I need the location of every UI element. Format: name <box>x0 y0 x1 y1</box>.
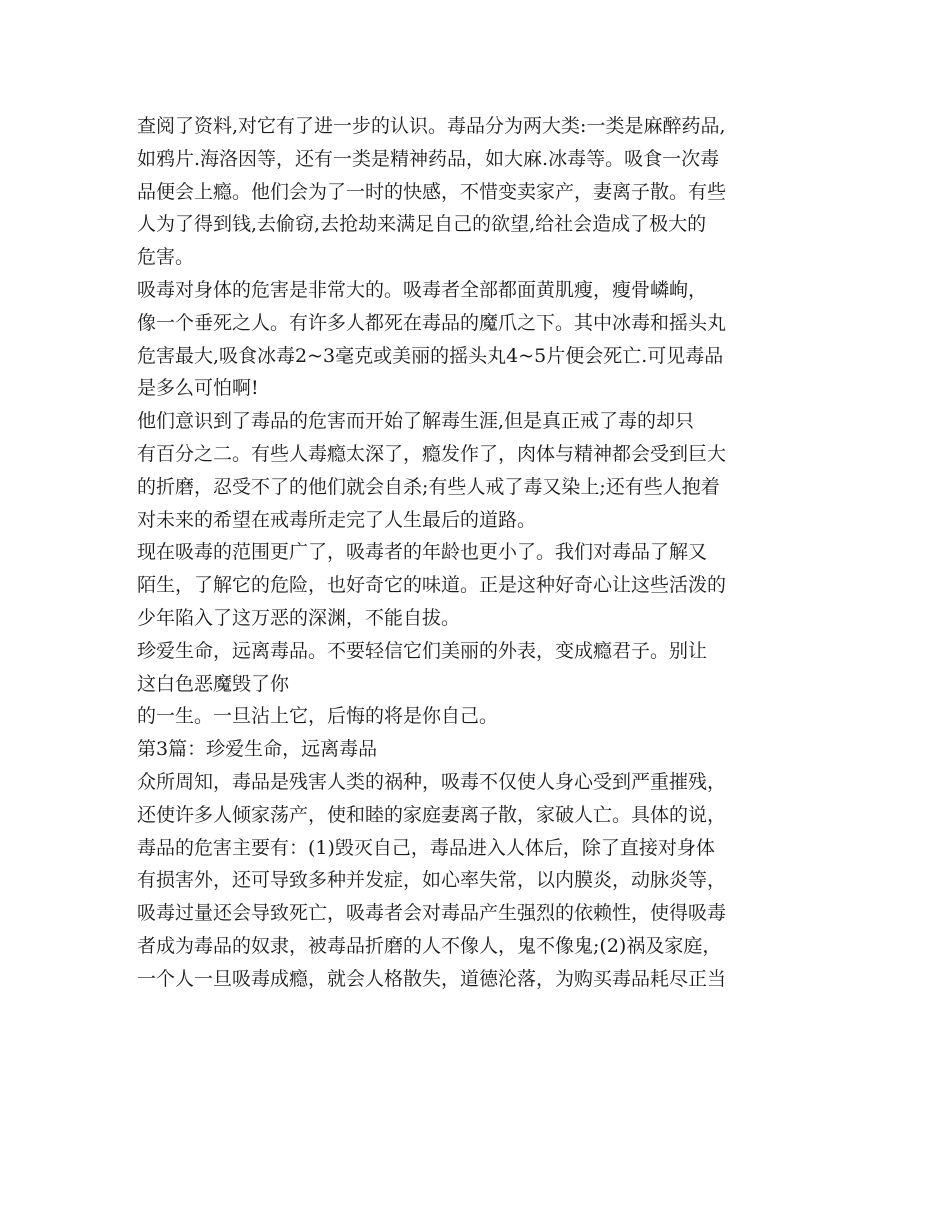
text-line: 有损害外，还可导致多种并发症，如心率失常，以内膜炎，动脉炎等， <box>137 869 727 892</box>
section-heading: 第3篇：珍爱生命，远离毒品 <box>137 738 378 761</box>
text-line: 众所周知，毒品是残害人类的祸种，吸毒不仅使人身心受到严重摧残， <box>137 770 727 793</box>
text-line: 还使许多人倾家荡产，使和睦的家庭妻离子散，家破人亡。具体的说， <box>137 803 727 826</box>
text-line: 的折磨，忍受不了的他们就会自杀;有些人戒了毒又染上;还有些人抱着 <box>137 475 720 498</box>
text-line: 毒品的危害主要有：(1)毁灭自己，毒品进入人体后，除了直接对身体 <box>137 836 715 859</box>
text-line: 如鸦片.海洛因等，还有一类是精神药品，如大麻.冰毒等。吸食一次毒 <box>137 147 720 170</box>
text-line: 危害。 <box>137 246 195 269</box>
text-line: 是多么可怕啊! <box>137 377 259 400</box>
text-line: 一个人一旦吸毒成瘾，就会人格散失，道德沦落，为购买毒品耗尽正当 <box>137 967 727 990</box>
text-line: 危害最大,吸食冰毒2~3毫克或美丽的摇头丸4~5片便会死亡.可见毒品 <box>137 344 724 367</box>
text-line: 的一生。一旦沾上它，后悔的将是你自己。 <box>137 705 499 728</box>
document-body <box>137 110 827 996</box>
text-line: 者成为毒品的奴隶，被毒品折磨的人不像人，鬼不像鬼;(2)祸及家庭， <box>137 934 722 957</box>
text-line: 吸毒过量还会导致死亡，吸毒者会对毒品产生强烈的依赖性，使得吸毒 <box>137 902 727 925</box>
text-line: 对未来的希望在戒毒所走完了人生最后的道路。 <box>137 508 537 531</box>
text-line: 他们意识到了毒品的危害而开始了解毒生涯,但是真正戒了毒的却只 <box>137 410 695 433</box>
text-line: 少年陷入了这万恶的深渊，不能自拔。 <box>137 606 461 629</box>
text-line: 像一个垂死之人。有许多人都死在毒品的魔爪之下。其中冰毒和摇头丸 <box>137 311 727 334</box>
text-line: 这白色恶魔毁了你 <box>137 672 290 695</box>
text-line: 陌生，了解它的危险，也好奇它的味道。正是这种好奇心让这些活泼的 <box>137 574 727 597</box>
text-line: 珍爱生命，远离毒品。不要轻信它们美丽的外表，变成瘾君子。别让 <box>137 639 708 662</box>
text-line: 人为了得到钱,去偷窃,去抢劫来满足自己的欲望,给社会造成了极大的 <box>137 213 707 236</box>
text-line: 吸毒对身体的危害是非常大的。吸毒者全部都面黄肌瘦，瘦骨嶙峋， <box>137 278 708 301</box>
text-line: 查阅了资料,对它有了进一步的认识。毒品分为两大类:一类是麻醉药品, <box>137 115 726 137</box>
text-line: 现在吸毒的范围更广了，吸毒者的年龄也更小了。我们对毒品了解又 <box>137 541 708 564</box>
text-line: 品便会上瘾。他们会为了一时的快感，不惜变卖家产，妻离子散。有些 <box>137 180 727 203</box>
text-line: 有百分之二。有些人毒瘾太深了，瘾发作了，肉体与精神都会受到巨大 <box>137 442 727 465</box>
